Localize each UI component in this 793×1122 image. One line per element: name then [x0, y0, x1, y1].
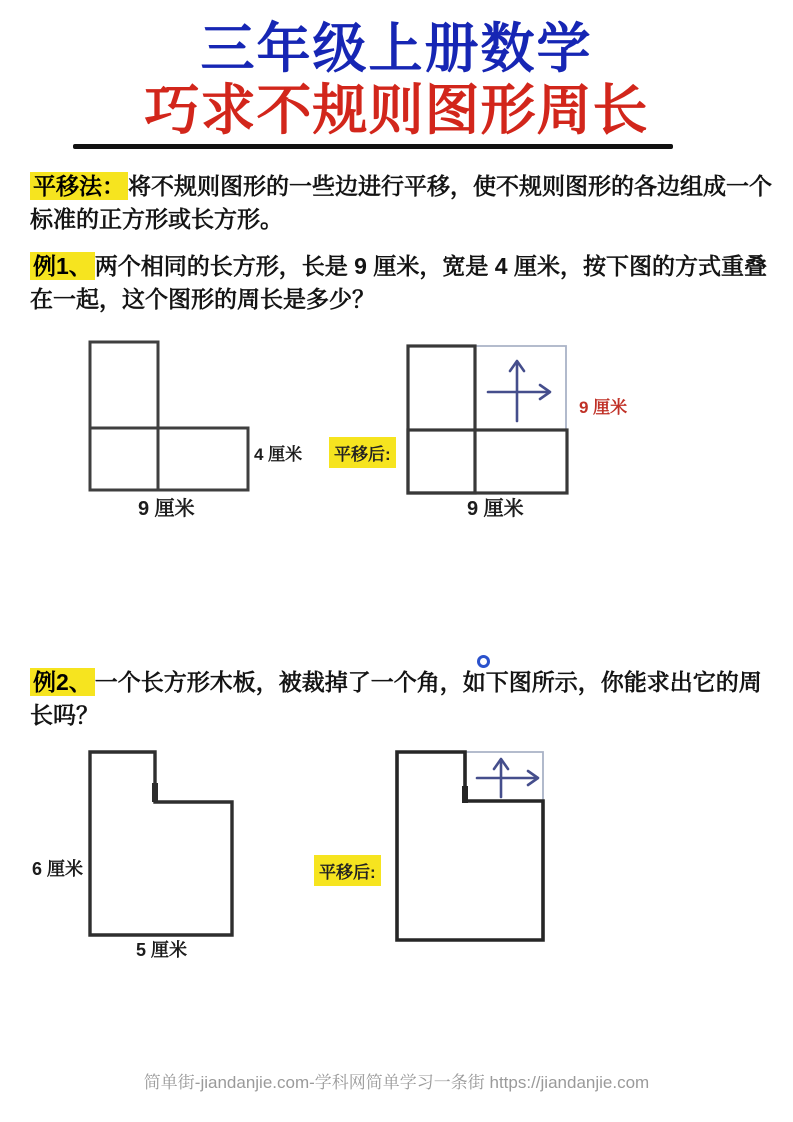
ex1-before-length-label: 9 厘米	[138, 498, 195, 520]
ex2-before-width-label: 5 厘米	[136, 940, 188, 960]
ex1-after-right-label: 9 厘米	[579, 398, 628, 417]
example1-before-shape	[90, 342, 248, 490]
method-text: 将不规则图形的一些边进行平移，使不规则图形的各边组成一个标准的正方形或长方形。	[30, 173, 772, 232]
example1-after-shape	[408, 346, 567, 493]
example2-before-shape	[90, 752, 232, 935]
ex1-shift-label: 平移后:	[329, 437, 396, 468]
example2-label: 例2、	[30, 668, 95, 696]
example1-paragraph	[30, 250, 775, 316]
page-subtitle: 巧求不规则图形周长	[144, 79, 649, 141]
example2-after-shape	[397, 752, 543, 940]
title-divider	[73, 144, 673, 149]
footer-credit: 简单街-jiandanjie.com-学科网简单学习一条街 https://jiandanjie.com	[143, 1073, 650, 1092]
example1-label: 例1、	[30, 252, 95, 280]
page-title: 三年级上册数学	[200, 19, 593, 79]
ex1-after-bottom-label: 9 厘米	[467, 498, 524, 520]
translation-arrows-icon	[477, 759, 538, 797]
example2-paragraph	[30, 666, 775, 732]
ex2-shift-label: 平移后:	[314, 855, 381, 886]
example2-figures-svg	[0, 740, 793, 955]
ex2-before-height-label: 6 厘米	[32, 859, 84, 879]
example1-figures-svg	[0, 330, 793, 530]
example2-text: 一个长方形木板，被裁掉了一个角，如下图所示，你能求出它的周长吗？	[30, 669, 762, 728]
method-label: 平移法：	[30, 172, 128, 200]
translation-arrows-icon	[488, 361, 550, 421]
ex1-before-width-label: 4 厘米	[254, 445, 303, 464]
method-paragraph	[30, 170, 775, 236]
example1-text: 两个相同的长方形，长是 9 厘米，宽是 4 厘米，按下图的方式重叠在一起，这个图形的周长是多少？	[30, 253, 767, 312]
